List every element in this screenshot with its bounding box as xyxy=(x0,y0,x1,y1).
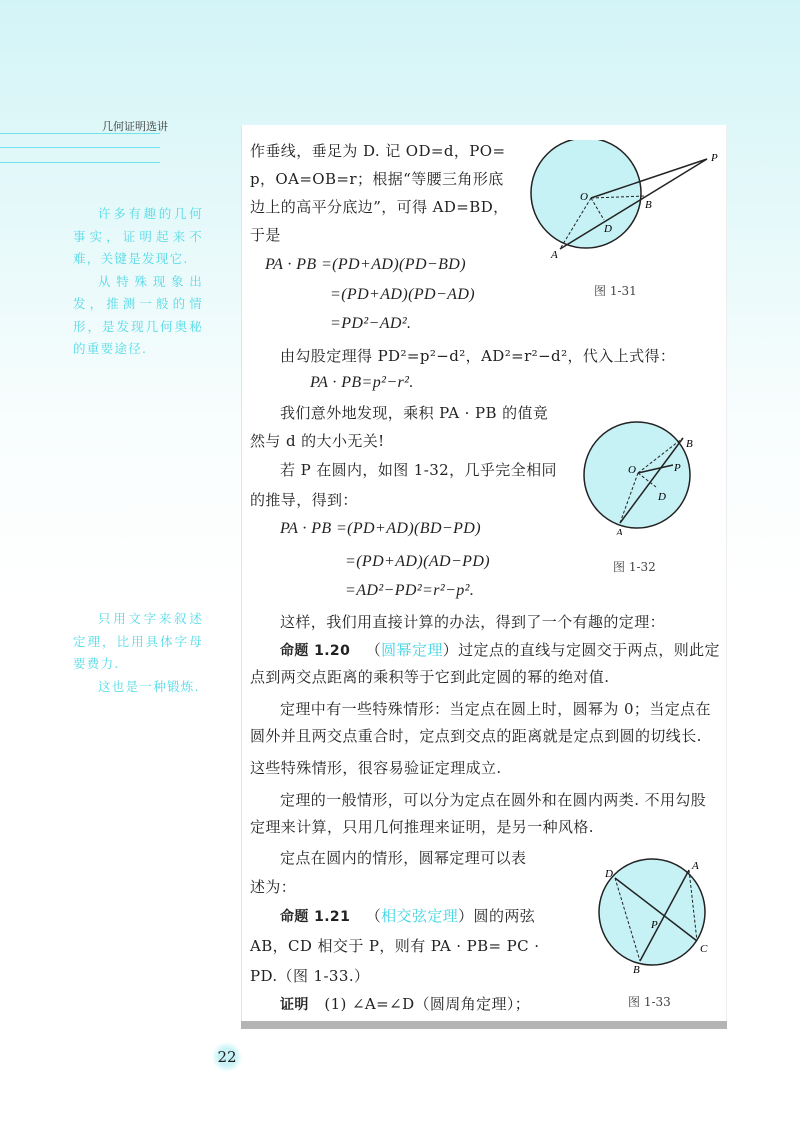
svg-text:D: D xyxy=(605,868,613,880)
svg-text:O: O xyxy=(628,464,636,476)
body-line: 然与 d 的大小无关! xyxy=(250,432,385,450)
equation: =(PD+AD)(AD−PD) xyxy=(345,553,491,570)
equation: =(PD+AD)(PD−AD) xyxy=(330,286,476,303)
body-line: 述为： xyxy=(250,878,297,896)
footer-bar xyxy=(241,1021,727,1029)
proposition-text: ）圆的两弦 xyxy=(458,907,536,925)
figure-1-32 xyxy=(580,415,720,535)
body-line: 作垂线，垂足为 D. 记 OD=d，PO= xyxy=(250,142,506,160)
paren: （ xyxy=(365,907,382,925)
figure-caption: 图 1-32 xyxy=(613,560,656,574)
theorem-name: 相交弦定理 xyxy=(381,907,459,925)
equation: =PD²−AD². xyxy=(330,315,412,332)
equation: PA · PB =(PD+AD)(BD−PD) xyxy=(280,520,481,537)
note-text: 从特殊现象出发，推测一般的情形，是发现几何奥秘的重要途径. xyxy=(73,273,203,356)
svg-text:P: P xyxy=(674,462,681,474)
body-line: 若 P 在圆内，如图 1-32，几乎完全相同 xyxy=(280,461,557,479)
equation: PA · PB =(PD+AD)(PD−BD) xyxy=(265,256,466,273)
figure-1-33 xyxy=(595,855,725,975)
equation: =AD²−PD²=r²−p². xyxy=(345,582,475,599)
body-line: 定理来计算，只用几何推理来证明，是另一种风格. xyxy=(250,818,594,836)
body-line: 边上的高平分底边”，可得 AD=BD， xyxy=(250,198,509,216)
body-line: 于是 xyxy=(250,226,281,244)
body-line: 的推导，得到： xyxy=(250,491,358,509)
paren: （ xyxy=(365,641,382,659)
figure-caption: 图 1-31 xyxy=(594,284,637,298)
body-line: 圆外并且两交点重合时，定点到交点的距离就是定点到圆的切线长. xyxy=(250,727,702,745)
figure-caption: 图 1-33 xyxy=(628,995,671,1009)
body-line: 这样，我们用直接计算的办法，得到了一个有趣的定理： xyxy=(280,613,666,631)
figure-1-31 xyxy=(525,140,725,270)
body-line: 由勾股定理得 PD²=p²−d²，AD²=r²−d²，代入上式得： xyxy=(280,347,676,365)
svg-text:D: D xyxy=(658,491,666,503)
proof-text: (1) ∠A=∠D（圆周角定理）； xyxy=(324,995,531,1013)
proposition-text: ）过定点的直线与定圆交于两点，则此定 xyxy=(442,641,720,659)
proposition-label: 命题 1.21 xyxy=(280,909,351,925)
svg-text:D: D xyxy=(604,223,612,235)
note-text: 只用文字来叙述定理，比用具体字母要费力. xyxy=(73,611,203,671)
body-line: 这些特殊情形，很容易验证定理成立. xyxy=(250,759,502,777)
header-rule xyxy=(0,147,160,148)
svg-text:C: C xyxy=(700,943,708,955)
body-line: p，OA=OB=r；根据“等腰三角形底 xyxy=(250,170,504,188)
proposition-label: 命题 1.20 xyxy=(280,643,351,659)
body-line: 我们意外地发现，乘积 PA · PB 的值竟 xyxy=(280,404,549,422)
body-line: AB，CD 相交于 P，则有 PA · PB= PC · xyxy=(250,937,540,955)
body-line: 定理的一般情形，可以分为定点在圆外和在圆内两类. 不用勾股 xyxy=(280,791,707,809)
body-line: 定理中有一些特殊情形：当定点在圆上时，圆幂为 0；当定点在 xyxy=(280,700,711,718)
svg-text:B: B xyxy=(645,199,652,211)
proposition-1-21 xyxy=(280,905,535,926)
body-line: PD.（图 1-33.） xyxy=(250,967,370,985)
svg-text:B: B xyxy=(633,964,640,975)
body-line: 点到两交点距离的乘积等于它到此定圆的幂的绝对值. xyxy=(250,668,610,686)
svg-text:A: A xyxy=(551,249,558,261)
proof-line xyxy=(280,993,530,1014)
svg-text:P: P xyxy=(651,919,658,931)
proof-label: 证明 xyxy=(280,997,309,1013)
theorem-name: 圆幂定理 xyxy=(381,641,443,659)
note-text: 许多有趣的几何事实，证明起来不难，关键是发现它. xyxy=(73,206,203,266)
note-text: 这也是一种锻炼. xyxy=(98,678,200,694)
svg-text:P: P xyxy=(711,152,718,164)
header-rule xyxy=(0,162,160,163)
margin-note xyxy=(73,203,203,361)
margin-note xyxy=(73,608,203,698)
proposition-1-20 xyxy=(280,639,720,660)
svg-text:A: A xyxy=(616,527,623,535)
point-label: O xyxy=(580,191,588,203)
header-rule xyxy=(0,133,160,134)
body-line: 定点在圆内的情形，圆幂定理可以表 xyxy=(280,849,527,867)
book-title: 几何证明选讲 xyxy=(102,120,168,133)
page-number: 22 xyxy=(212,1042,242,1072)
svg-text:A: A xyxy=(692,860,699,872)
svg-text:B: B xyxy=(686,438,693,450)
equation: PA · PB=p²−r². xyxy=(310,374,414,391)
